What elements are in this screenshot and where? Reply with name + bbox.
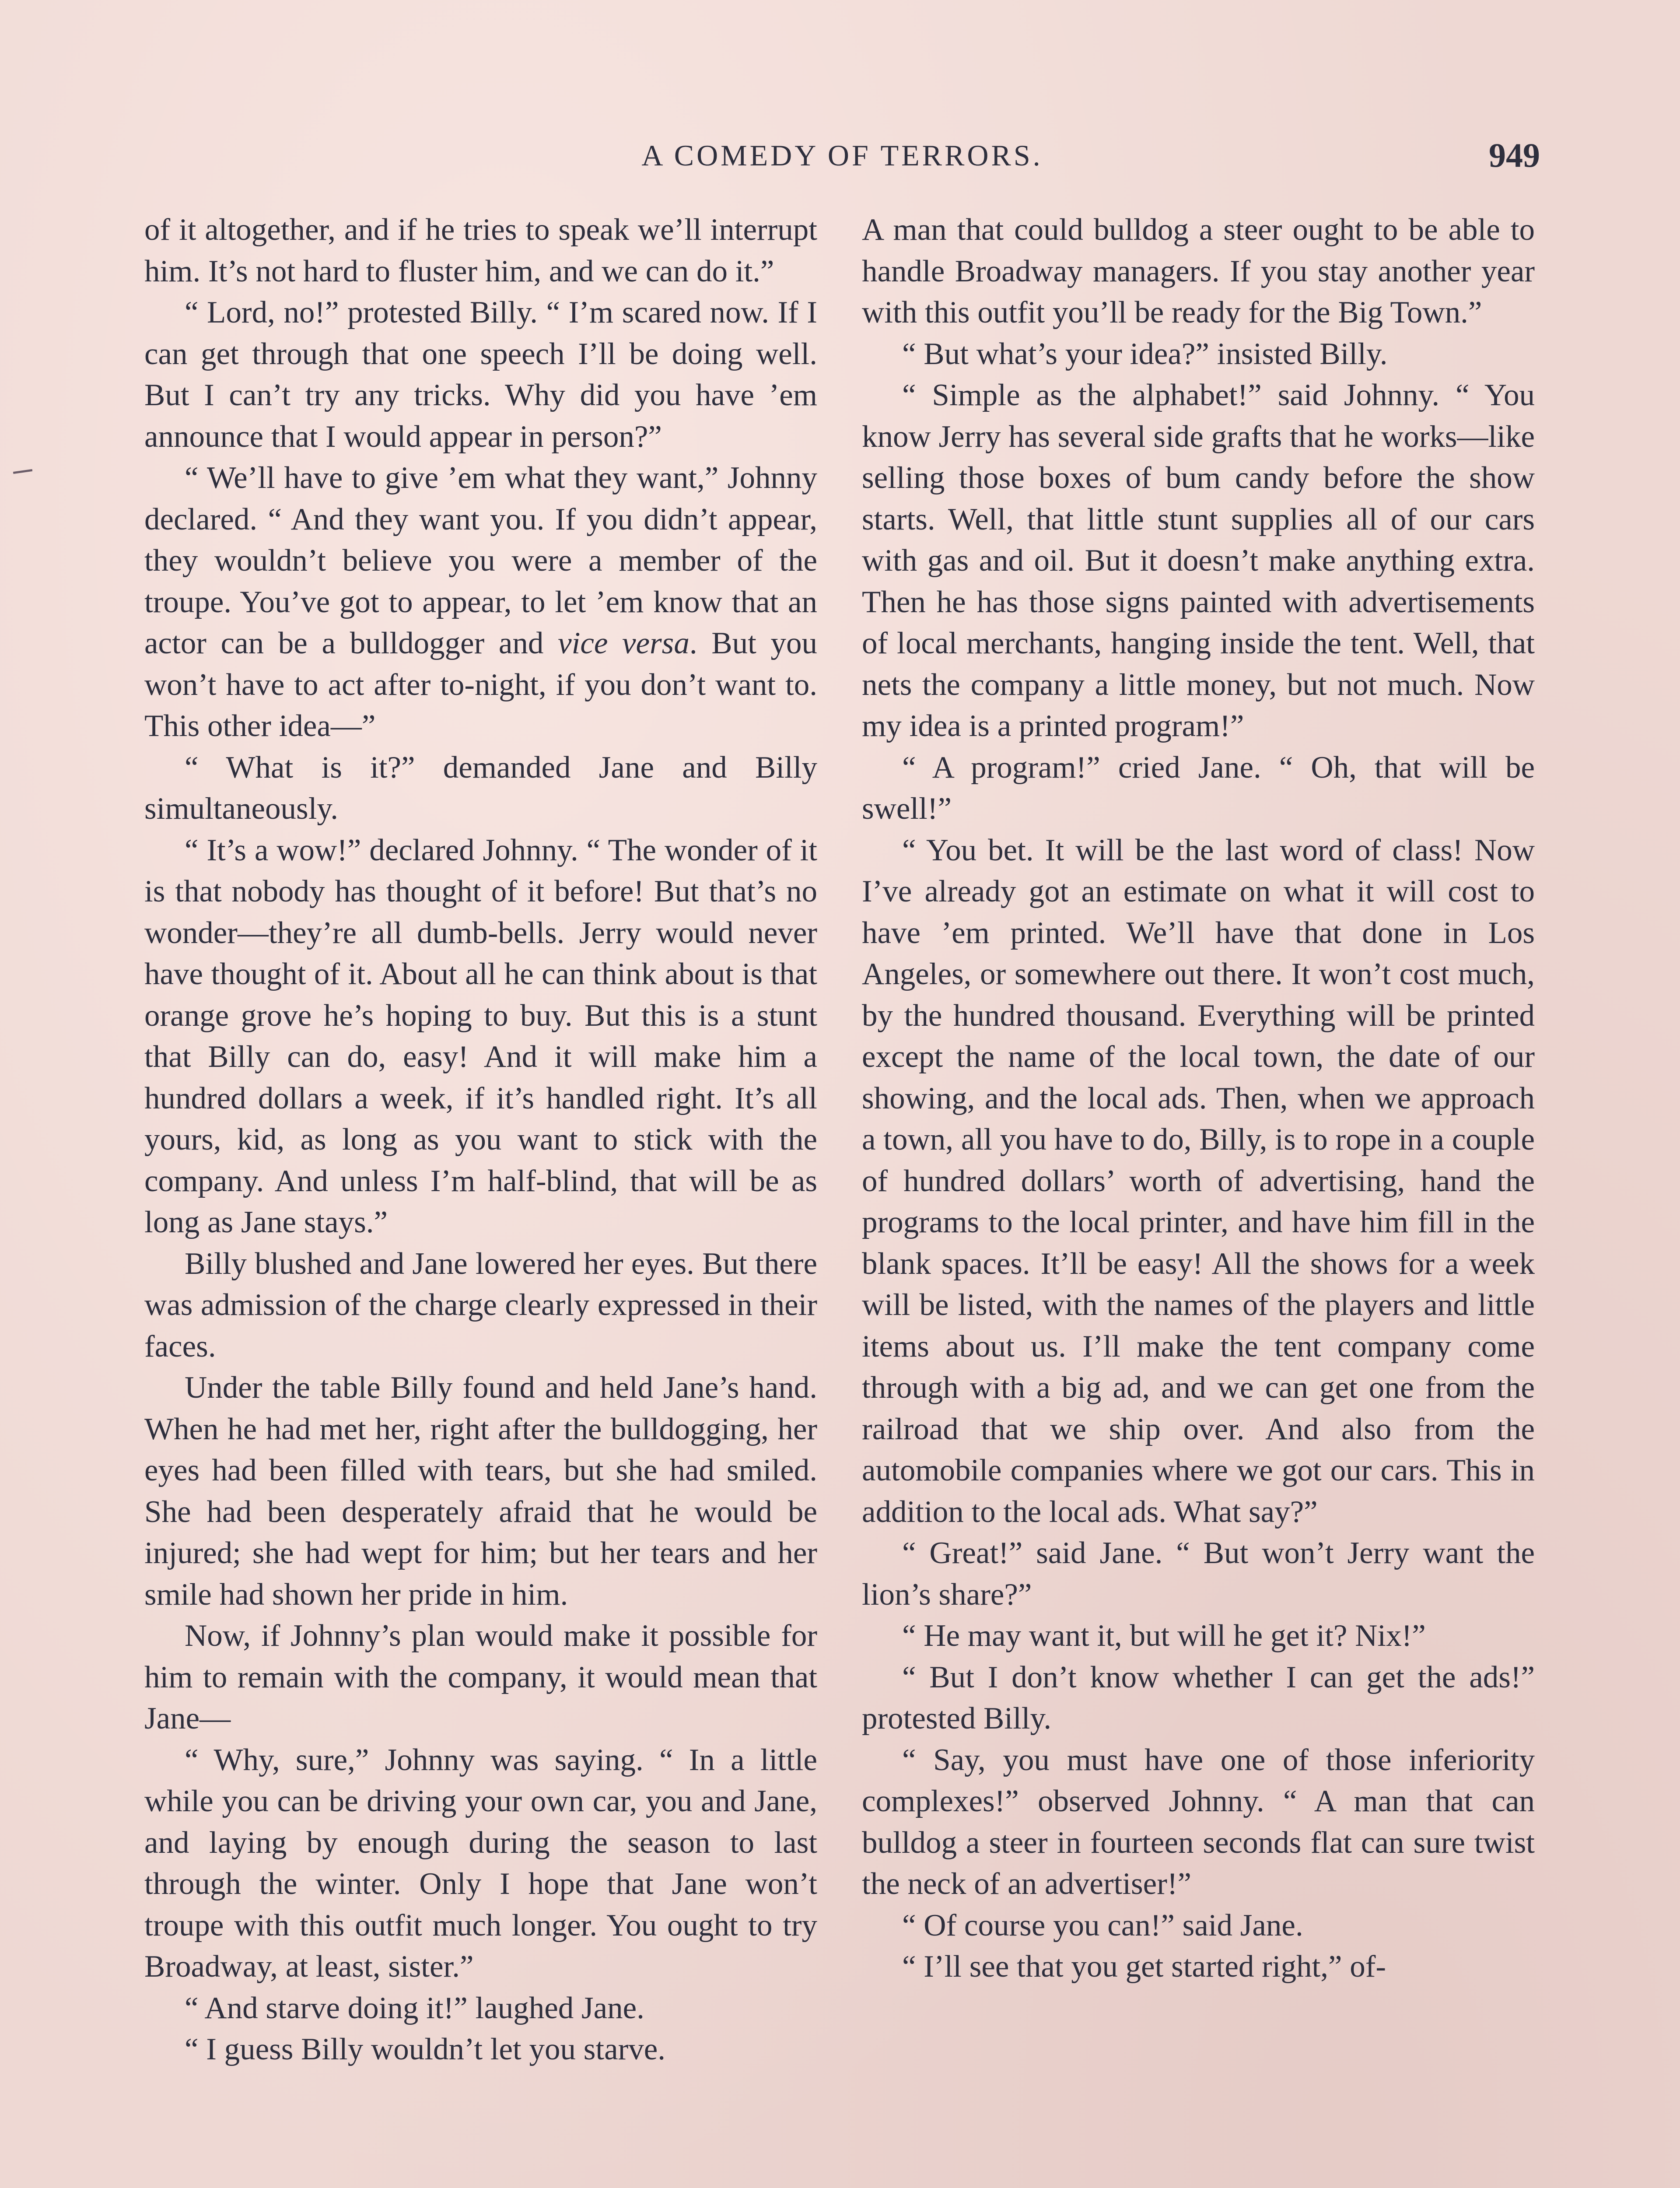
paragraph: “ Say, you must have one of those inferiority complexes!” observed Johnny. “ A man that can bulldog a steer in fourteen seconds flat can sure twist the neck of an advertiser!”	[862, 1743, 1535, 1901]
paragraph: “ Great!” said Jane. “ But won’t Jerry want the lion’s share?”	[862, 1536, 1535, 1612]
paragraph: Under the table Billy found and held Jane’s hand. When he had met her, right after the bulldogging, her eyes had been filled with tears, but she had smiled. She had been desperately afraid that he would be injured; she had wept for him; but her tears and her smile had shown her pride in him.	[144, 1371, 817, 1612]
running-head: A COMEDY OF TERRORS.	[641, 139, 1043, 172]
paragraph: “ You bet. It will be the last word of class! Now I’ve already got an estimate on what it will cost to have ’em printed. We’ll have that done in Los Angeles, or somewhere out there. It won’t cost much, by the hundred thousand. Everything will be printed except the name of the local town, the date of our showing, and the local ads. Then, when we approach a town, all you have to do, Billy, is to rope in a couple of hundred dollars’ worth of advertising, hand the programs to the local printer, and have him fill in the blank spaces. It’ll be easy! All the shows for a week will be listed, with the names of the players and little items about us. I’ll make the tent company come through with a big ad, and we can get one from the railroad that we ship over. And also from the automobile companies where we got our cars. This in addition to the local ads. What say?”	[862, 833, 1535, 1529]
paragraph: “ What is it?” demanded Jane and Billy simultaneously.	[144, 750, 817, 826]
paragraph: “ Lord, no!” protested Billy. “ I’m scared now. If I can get through that one speech I’ll be doing well. But I can’t try any tricks. Why did you have ’em announce that I would appear in person?”	[144, 295, 817, 454]
paragraph: “ Of course you can!” said Jane.	[902, 1908, 1303, 1943]
paragraph: “ I guess Billy wouldn’t let you starve.	[185, 2032, 666, 2066]
paragraph: “ Simple as the alphabet!” said Johnny. “ You know Jerry has several side grafts that he works—like selling those boxes of bum candy before the show starts. Well, that little stunt supplies all of our cars with gas and oil. But it doesn’t make anything extra. Then he has those signs painted with advertisements of local merchants, hanging inside the tent. Well, that nets the company a little money, but not much. Now my idea is a printed program!”	[862, 378, 1535, 743]
text-column-left	[144, 209, 817, 2070]
paragraph: Now, if Johnny’s plan would make it possible for him to remain with the company, it would mean that Jane—	[144, 1619, 817, 1736]
paragraph: “ We’ll have to give ’em what they want,” Johnny declared. “ And they want you. If you didn’t appear, they wouldn’t believe you were a member of the troupe. You’ve got to appear, to let ’em know that an actor can be a bulldogger and vice versa. But you won’t have to act after to-night, if you don’t want to. This other idea—”	[144, 461, 817, 743]
margin-mark	[13, 469, 32, 474]
page-number: 949	[1489, 136, 1540, 174]
paragraph: “ It’s a wow!” declared Johnny. “ The wonder of it is that nobody has thought of it before! But that’s no wonder—they’re all dumb-bells. Jerry would never have thought of it. About all he can think about is that orange grove he’s hoping to buy. But this is a stunt that Billy can do, easy! And it will make him a hundred dollars a week, if it’s handled right. It’s all yours, kid, as long as you want to stick with the company. And unless I’m half-blind, that will be as long as Jane stays.”	[144, 833, 817, 1239]
paragraph: Billy blushed and Jane lowered her eyes. But there was admission of the charge clearly expressed in their faces.	[144, 1246, 817, 1364]
paragraph: A man that could bulldog a steer ought to be able to handle Broadway managers. If you stay another year with this outfit you’ll be ready for the Big Town.”	[862, 213, 1535, 330]
paragraph: “ Why, sure,” Johnny was saying. “ In a little while you can be driving your own car, you and Jane, and laying by enough during the season to last through the winter. Only I hope that Jane won’t troupe with this outfit much longer. You ought to try Broadway, at least, sister.”	[144, 1743, 817, 1984]
paragraph: “ But what’s your idea?” insisted Billy.	[902, 337, 1388, 371]
paragraph: “ And starve doing it!” laughed Jane.	[185, 1991, 644, 2025]
text-column-right	[862, 209, 1535, 1988]
page-header	[144, 131, 1540, 179]
paragraph: of it altogether, and if he tries to speak we’ll interrupt him. It’s not hard to fluster him, and we can do it.”	[144, 213, 817, 288]
paragraph: “ But I don’t know whether I can get the ads!” protested Billy.	[862, 1660, 1535, 1736]
paragraph: “ He may want it, but will he get it? Nix!”	[902, 1619, 1426, 1653]
paragraph: “ I’ll see that you get started right,” of-	[902, 1950, 1386, 1984]
paragraph: “ A program!” cried Jane. “ Oh, that will be swell!”	[862, 750, 1535, 826]
